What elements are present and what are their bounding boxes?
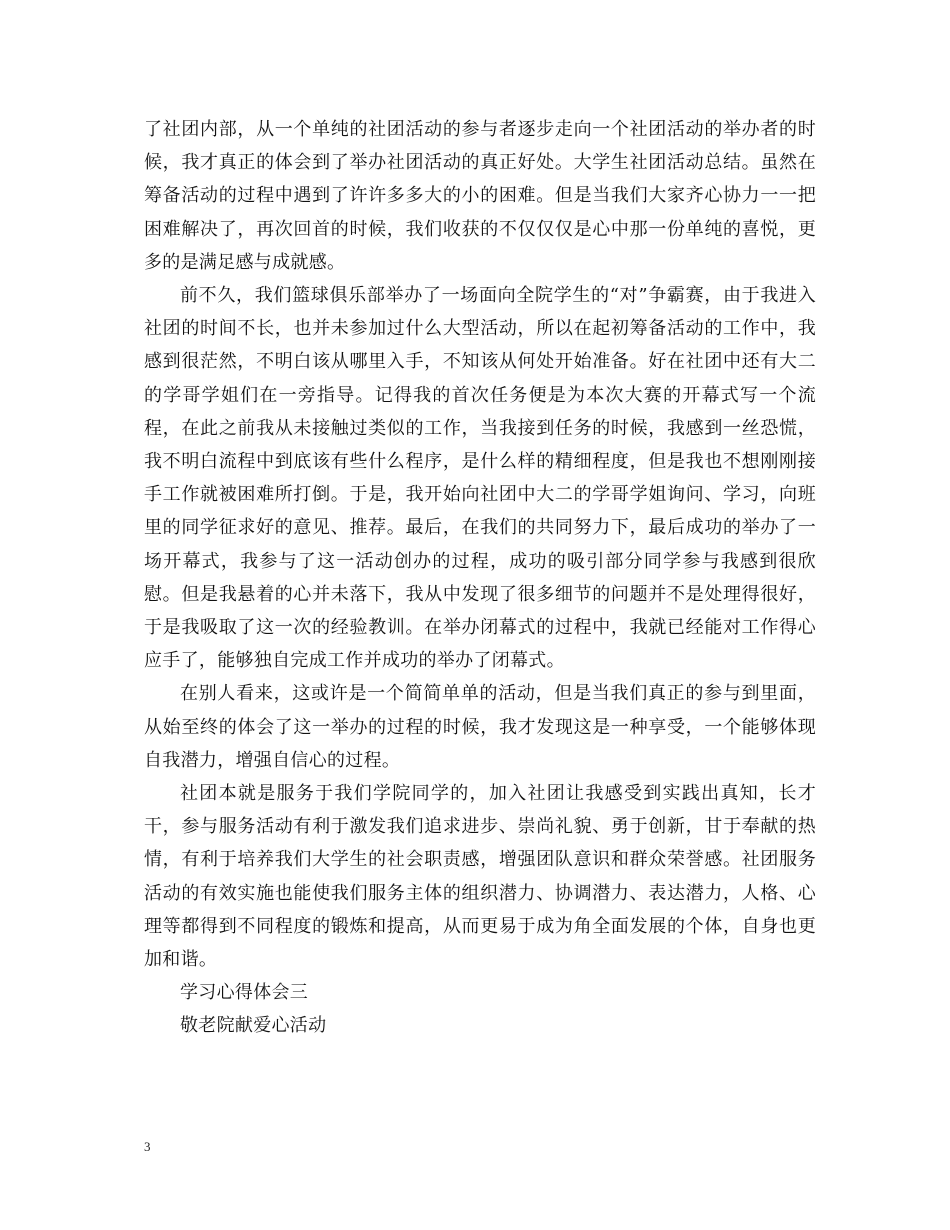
- paragraph-continuation: 了社团内部，从一个单纯的社团活动的参与者逐步走向一个社团活动的举办者的时候，我才真正的体会到了举办社团活动的真正好处。大学生社团活动总结。虽然在筹备活动的过程中遇到了许许多多大的小的困难。但是当我们大家齐心协力一一把困难解决了，再次回首的时候，我们收获的不仅仅仅是心中那一份单纯的喜悦，更多的是满足感与成就感。: [144, 119, 816, 273]
- page-number: 3: [144, 1139, 151, 1154]
- paragraph-reflection: 在别人看来，这或许是一个简简单单的活动，但是当我们真正的参与到里面，从始至终的体会了这一举办的过程的时候，我才发现这是一种享受，一个能够体现自我潜力，增强自信心的过程。: [144, 683, 816, 771]
- paragraph-club-service: 社团本就是服务于我们学院同学的，加入社团让我感受到实践出真知，长才干，参与服务活动有利于激发我们追求进步、崇尚礼貌、勇于创新，甘于奉献的热情，有利于培养我们大学生的社会职责感，增强团队意识和群众荣誉感。社团服务活动的有效实施也能使我们服务主体的组织潜力、协调潜力、表达潜力，人格、心理等都得到不同程度的锻炼和提高，从而更易于成为角全面发展的个体，自身也更加和谐。: [144, 783, 816, 971]
- section-heading: 学习心得体会三: [180, 982, 309, 1004]
- section-subheading: 敬老院献爱心活动: [180, 1015, 327, 1037]
- document-body: [144, 113, 816, 1043]
- paragraph-basketball-event: 前不久，我们篮球俱乐部举办了一场面向全院学生的“对”争霸赛，由于我进入社团的时间不长，也并未参加过什么大型活动，所以在起初筹备活动的工作中，我感到很茫然，不明白该从哪里入手，不知该从何处开始准备。好在社团中还有大二的学哥学姐们在一旁指导。记得我的首次任务便是为本次大赛的开幕式写一个流程，在此之前我从未接触过类似的工作，当我接到任务的时候，我感到一丝恐慌，我不明白流程中到底该有些什么程序，是什么样的精细程度，但是我也不想刚刚接手工作就被困难所打倒。于是，我开始向社团中大二的学哥学姐询问、学习，向班里的同学征求好的意见、推荐。最后，在我们的共同努力下，最后成功的举办了一场开幕式，我参与了这一活动创办的过程，成功的吸引部分同学参与我感到很欣慰。但是我悬着的心并未落下，我从中发现了很多细节的问题并不是处理得很好，于是我吸取了这一次的经验教训。在举办闭幕式的过程中，我就已经能对工作得心应手了，能够独自完成工作并成功的举办了闭幕式。: [144, 285, 816, 672]
